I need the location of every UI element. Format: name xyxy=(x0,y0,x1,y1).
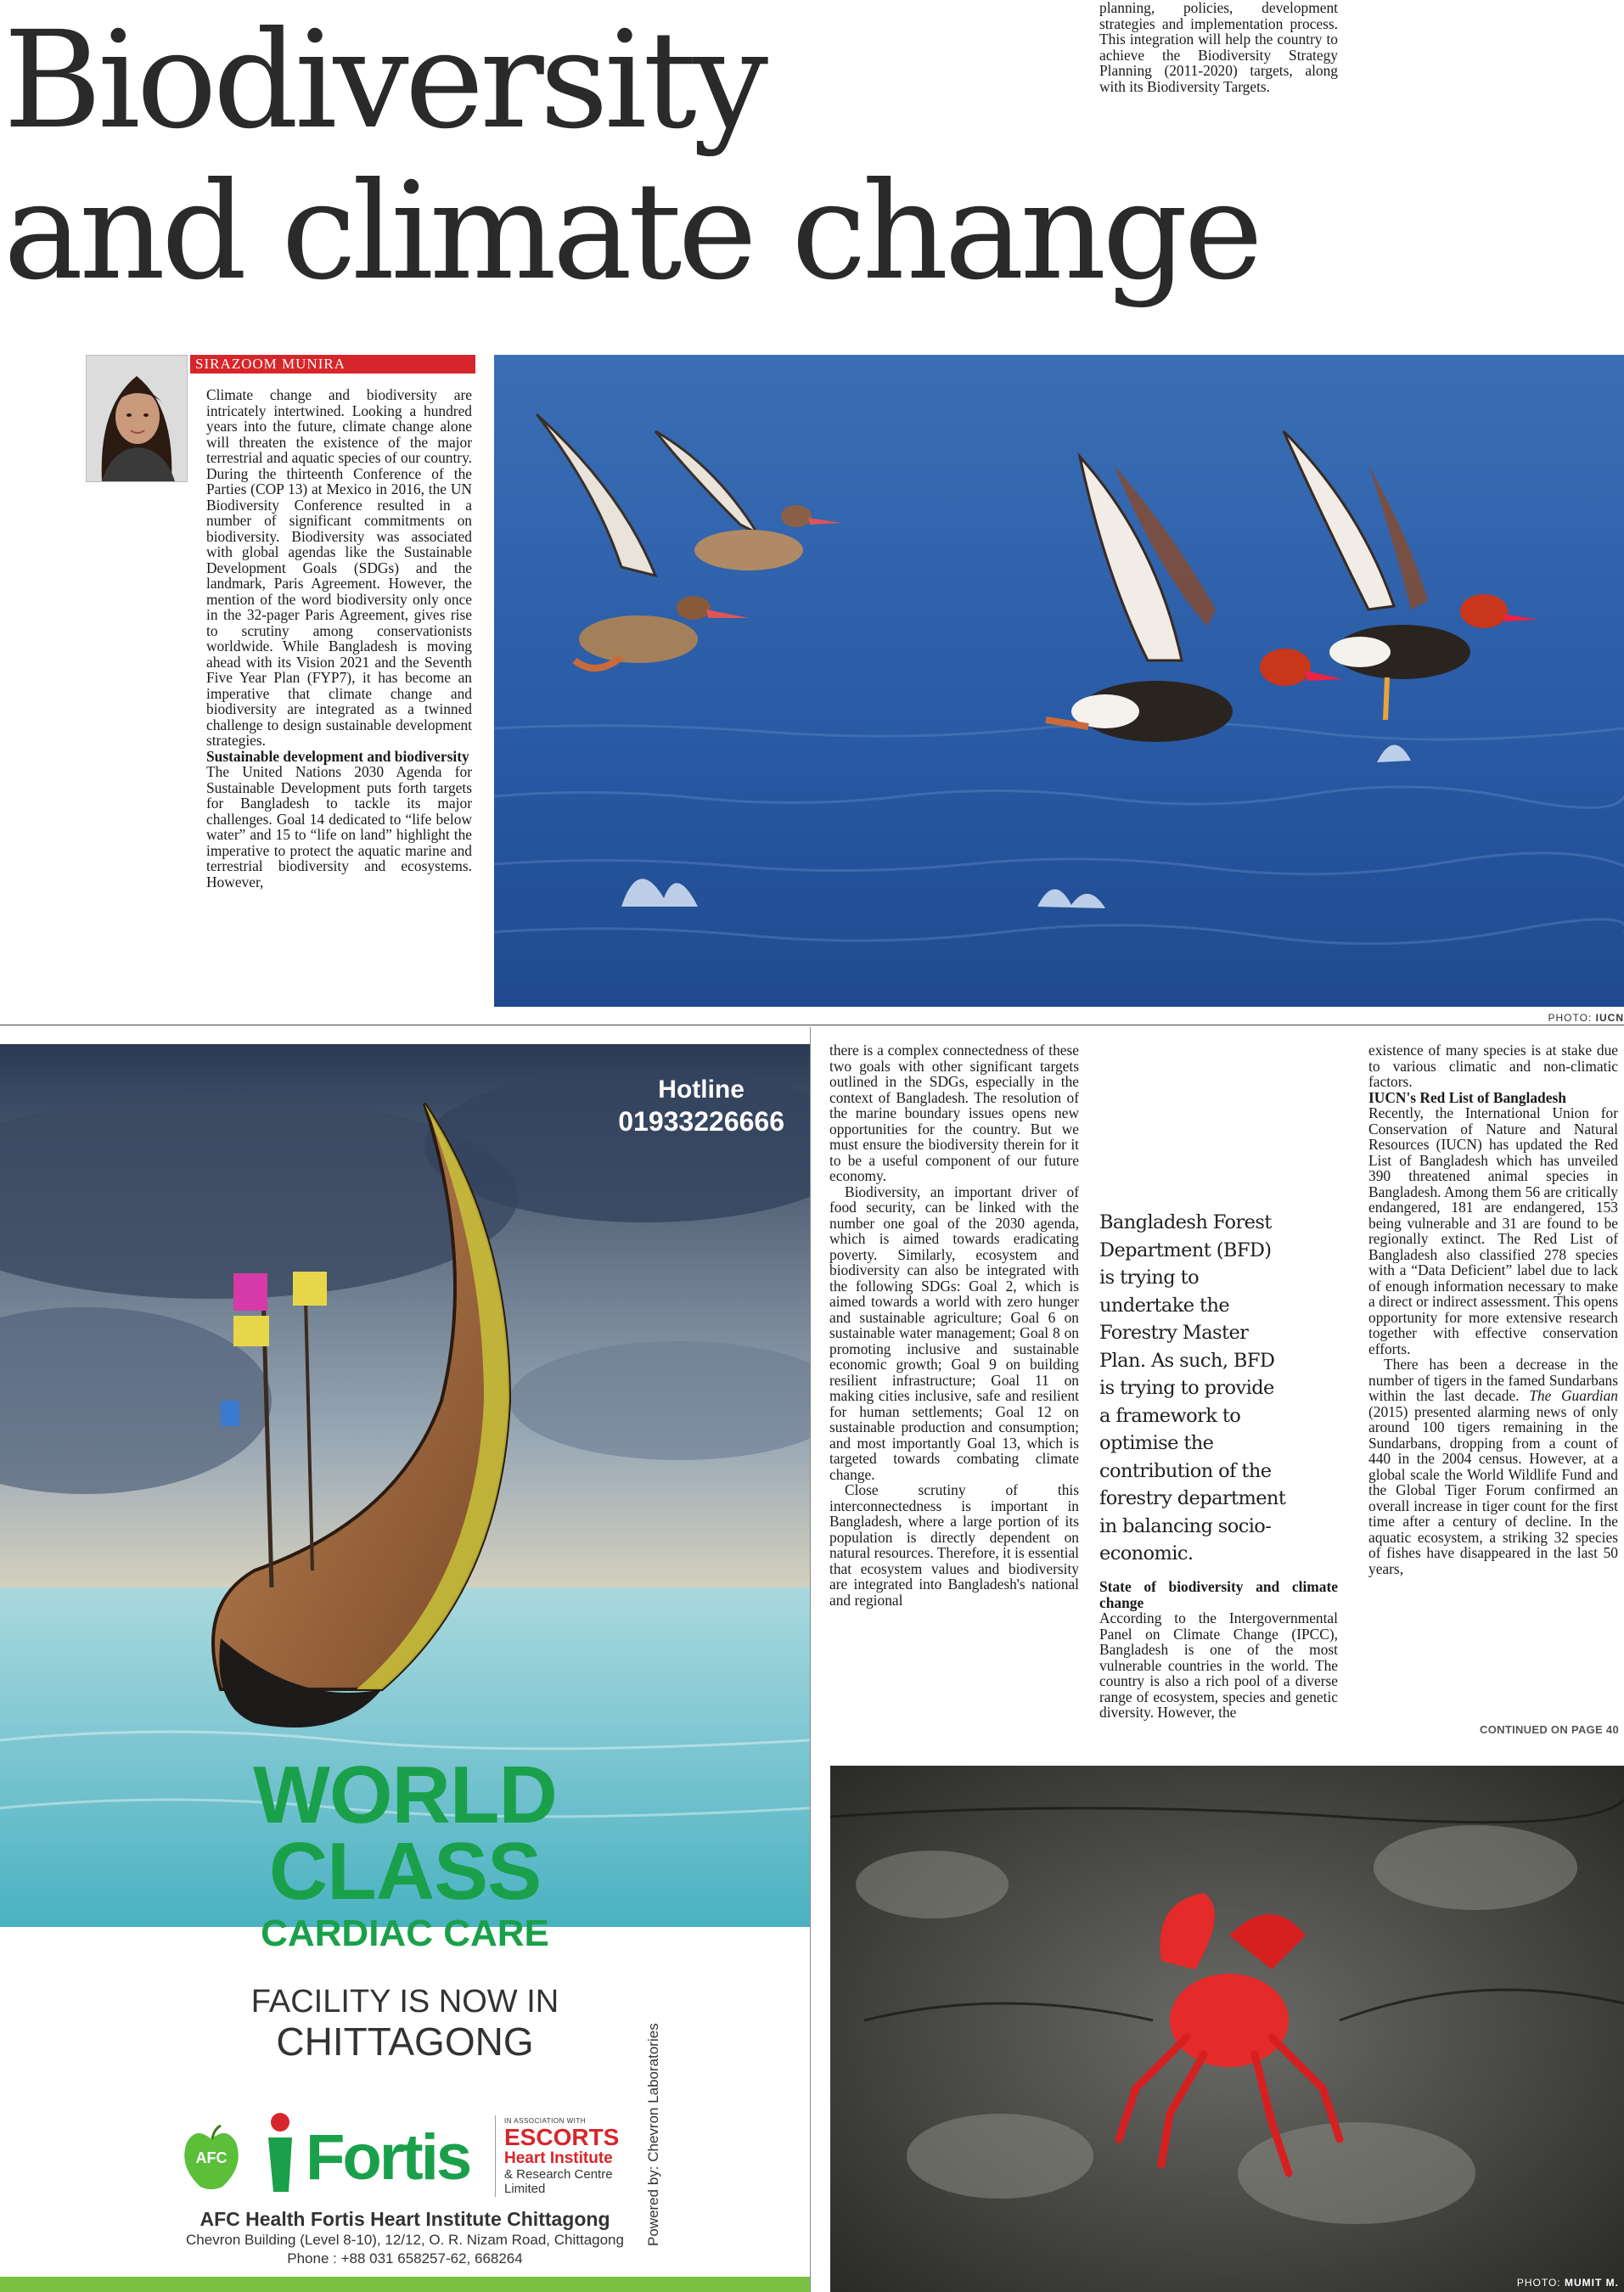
text: (2015) presented alarming news of only around 100 tigers remaining in the Sundarbans, dropping from a count of 440 in the 2004 census. However, at a global scale the World Wildlife Fund and the Global Tiger Forum confirmed an overall increase in tiger count for the first time after a century of decline. In the aquatic ecosystem, a striking 32 species of fishes have disappeared in the last 50 years, xyxy=(1368,1402,1618,1577)
powered-by: Powered by: Chevron Laboratories xyxy=(645,2023,661,2246)
escorts-sub-2: & Research Centre xyxy=(504,2167,613,2182)
advertisement xyxy=(0,1027,811,2292)
subhead: IUCN's Red List of Bangladesh xyxy=(1368,1088,1566,1106)
ad-headline-2: CLASS xyxy=(268,1826,542,1917)
subhead: Sustainable development and biodiversity xyxy=(206,747,469,765)
logo-separator xyxy=(495,2115,496,2197)
hotline-label: Hotline xyxy=(658,1076,745,1104)
paragraph: According to the Intergovernmental Panel on Climate Change (IPCC), Bangladesh is one of the most vulnerable countries in the world. The country is also a rich pool of a diverse range of ecosystem, species and genetic diversity. However, the xyxy=(1099,1609,1338,1721)
paragraph: The United Nations 2030 Agenda for Sustainable Development puts forth targets for Bangladesh to tackle its major challenges. Goal 14 dedicated to “life below water” and 15 to “life on land” highlight the imperative to protect the aquatic marine and terrestrial biodiversity and ecosystems. However, xyxy=(206,763,472,890)
column-4 xyxy=(1368,1042,1618,1744)
paragraph: Climate change and biodiversity are intricately intertwined. Looking a hundred years into the future, climate change alone will threaten the existence of the major terrestrial and aquatic species of our country. During the thirteenth Conference of the Parties (COP 13) at Mexico in 2016, the UN Biodiversity Conference resulted in a number of significant commitments on biodiversity. Biodiversity was associated with global agendas like the Sustainable Development Goals (SDGs) and the landmark, Paris Agreement. However, the mention of the word biodiversity only once in the 32-pager Paris Agreement, gives rise to scrutiny among conservationists worldwide. While Bangladesh is moving ahead with its Vision 2021 and the Seventh Five Year Plan (FYP7), it has become an imperative that climate change and biodiversity are integrated as a twinned challenge to design sustainable development strategies. xyxy=(206,387,472,749)
credit-name: MUMIT M. xyxy=(1565,2277,1619,2289)
lead-photo xyxy=(494,355,1624,1007)
column-3 xyxy=(1099,0,1338,136)
headline-line-2: and climate change xyxy=(3,154,1259,310)
paragraph: planning, policies, development strategies and implementation process. This integration will help the country to achieve the Biodiversity Strategy Planning (2011-2020) targets, along with its Biodiversity Targets. xyxy=(1099,0,1338,95)
fortis-logo-text: Fortis xyxy=(306,2121,470,2194)
institute-address: Chevron Building (Level 8-10), 12/12, O. R. Nizam Road, Chittagong xyxy=(186,2232,624,2248)
column-1 xyxy=(206,387,472,1005)
ad-contact xyxy=(0,2207,810,2268)
institute-phone: Phone : +88 031 658257-62, 668264 xyxy=(287,2250,523,2267)
institute-name: AFC Health Fortis Heart Institute Chittagong xyxy=(199,2208,610,2230)
escorts-logo xyxy=(504,2117,649,2196)
ad-subline xyxy=(0,1983,810,2063)
crab-photo xyxy=(830,1766,1624,2292)
escorts-sub-1: Heart Institute xyxy=(504,2149,613,2167)
ad-bottom-bar xyxy=(0,2277,810,2292)
author-photo xyxy=(86,355,188,482)
column-3-lower xyxy=(1099,1579,1338,1744)
subhead: State of biodiversity and climate change xyxy=(1099,1579,1338,1611)
paragraph xyxy=(1368,1357,1618,1576)
headline xyxy=(3,3,1259,310)
paragraph: there is a complex connectedness of these two goals with other significant targets outlined in the SDGs, especially in the context of Bangladesh. The resolution of the marine boundary issues opens new opportunities for the country. But we must ensure the biodiversity therein for it to be a useful component of our future economy. xyxy=(829,1042,1079,1184)
paragraph: Close scrutiny of this interconnectedness is important in Bangladesh, where a large portion of its population is directly dependent on natural resources. Therefore, it is essential that ecosystem values and biodiversity are integrated into Bangladesh's national and regional xyxy=(829,1481,1079,1609)
byline: SIRAZOOM MUNIRA xyxy=(190,355,475,374)
afc-logo xyxy=(180,2124,243,2192)
afc-logo-text: AFC xyxy=(195,2149,228,2166)
headline-line-1: Biodiversity xyxy=(3,3,765,159)
text: There has been a decrease in the number of tigers in the famed Sundarbans within the last decade. xyxy=(1368,1356,1618,1404)
paragraph: existence of many species is at stake due to various climatic and non-climatic factors. xyxy=(1368,1042,1618,1090)
hotline-number: 01933226666 xyxy=(618,1106,784,1137)
paragraph: Biodiversity, an important driver of food security, can be linked with the number one goal of the 2030 agenda, which is aimed towards eradicating poverty. Similarly, ecosystem and biodiversity can also be integrated with the following SDGs: Goal 2, which is aimed towards a world with zero hunger and sustainable agriculture; Goal 6 on sustainable water management; Goal 8 on promoting inclusive and sustainable economic growth; Goal 9 on building resilient infrastructure; Goal 11 on making cities inclusive, safe and resilient for human settlements; Goal 12 on sustainable production and consumption; and most importantly Goal 13, which is targeted towards combating climate change. xyxy=(829,1183,1079,1483)
ad-headline xyxy=(0,1750,810,1958)
escorts-name: ESCORTS xyxy=(504,2124,620,2150)
ad-headline-3: CARDIAC CARE xyxy=(261,1913,549,1954)
fortis-logo xyxy=(255,2110,501,2195)
hotline xyxy=(618,1075,784,1138)
column-2 xyxy=(829,1042,1079,1744)
paragraph: Recently, the International Union for Conservation of Nature and Natural Resources (IUCN) has updated the Red List of Bangladesh which has unveiled 390 threatened animal species in Bangladesh. Among them 56 are critically endangered, 181 are endangered, 153 being vulnerable and 31 are found to be regionally extinct. The Red List of Bangladesh also classified 278 species with a “Data Deficient” label due to lack of enough information necessary to make a direct or indirect assessment. This opens opportunity for more extensive research together with effective conservation efforts. xyxy=(1368,1104,1618,1357)
credit-name: IUCN xyxy=(1595,1012,1624,1024)
photo-credit xyxy=(1548,1012,1624,1024)
photo-credit xyxy=(1517,2277,1619,2289)
ad-subline-1: FACILITY IS NOW IN xyxy=(250,1984,559,2020)
ad-subline-2: CHITTAGONG xyxy=(276,2020,534,2064)
credit-label: PHOTO: xyxy=(1548,1012,1593,1024)
escorts-sub-3: Limited xyxy=(504,2182,546,2196)
continued-label: CONTINUED ON PAGE 40 xyxy=(1480,1723,1619,1736)
credit-label: PHOTO: xyxy=(1516,2277,1561,2289)
ad-headline-1: WORLD xyxy=(253,1750,557,1840)
assoc-label: IN ASSOCIATION WITH xyxy=(504,2117,587,2125)
pull-quote: Bangladesh Forest Department (BFD) is trying to undertake the Forestry Master Plan. As such, BFD is trying to provide a framework to optimise the contribution of the forestry department in balancing socio-economic. xyxy=(1099,1211,1286,1565)
publication-name: The Guardian xyxy=(1529,1387,1618,1404)
